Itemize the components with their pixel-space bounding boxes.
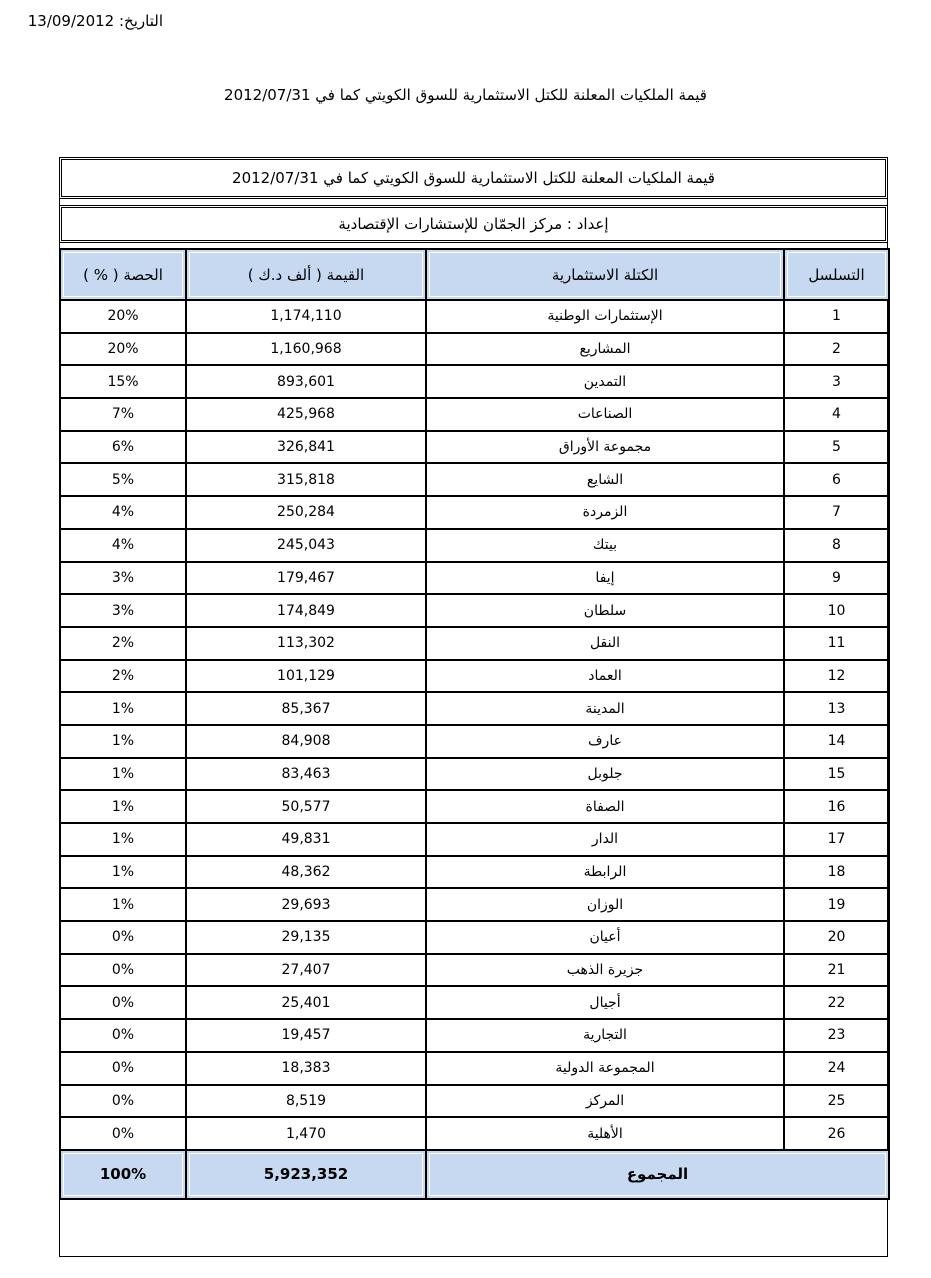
cell-bloc	[426, 823, 784, 856]
cell-serial	[784, 1117, 889, 1150]
cell-share	[60, 823, 186, 856]
table-row	[60, 725, 889, 758]
cell-value	[186, 431, 426, 464]
cell-serial	[784, 790, 889, 823]
cell-value	[186, 333, 426, 366]
cell-value-text: 315,818	[277, 471, 335, 488]
cell-value-text: 25,401	[281, 994, 331, 1011]
report-date	[28, 12, 163, 30]
table-row	[60, 921, 889, 954]
cell-value	[186, 365, 426, 398]
cell-share	[60, 1117, 186, 1150]
cell-value-text: 250,284	[277, 504, 335, 521]
total-share-text: 100%	[99, 1165, 147, 1184]
cell-value-text: 29,693	[281, 896, 331, 913]
cell-bloc	[426, 954, 784, 987]
cell-value-text: 18,383	[281, 1060, 331, 1077]
cell-bloc	[426, 986, 784, 1019]
cell-serial-text: 18	[827, 864, 846, 881]
cell-bloc	[426, 529, 784, 562]
cell-share	[60, 790, 186, 823]
cell-value	[186, 921, 426, 954]
cell-share-text: 0%	[111, 962, 135, 979]
cell-share	[60, 463, 186, 496]
cell-bloc	[426, 1052, 784, 1085]
cell-value-text: 48,362	[281, 864, 331, 881]
cell-value-text: 326,841	[277, 439, 335, 456]
table-banner-title: قيمة الملكيات المعلنة للكتل الاستثمارية للسوق الكويتي كما في 2012/07/31	[59, 157, 888, 199]
cell-serial-text: 9	[832, 569, 841, 586]
cell-bloc	[426, 888, 784, 921]
cell-value	[186, 888, 426, 921]
cell-share-text: 0%	[111, 929, 135, 946]
cell-share-text: 20%	[107, 308, 139, 325]
cell-value-text: 1,174,110	[270, 308, 342, 325]
cell-value-text: 8,519	[285, 1092, 327, 1109]
cell-share	[60, 692, 186, 725]
cell-serial-text: 17	[827, 831, 846, 848]
cell-share	[60, 1019, 186, 1052]
cell-value	[186, 300, 426, 333]
cell-value	[186, 856, 426, 889]
cell-bloc	[426, 398, 784, 431]
table-row	[60, 562, 889, 595]
table-row	[60, 986, 889, 1019]
table-row	[60, 954, 889, 987]
cell-value-text: 174,849	[277, 602, 335, 619]
cell-bloc-text: عارف	[588, 733, 622, 750]
cell-bloc	[426, 627, 784, 660]
cell-value	[186, 463, 426, 496]
cell-value	[186, 758, 426, 791]
cell-bloc-text: التمدين	[583, 373, 627, 390]
cell-share	[60, 758, 186, 791]
cell-serial-text: 25	[827, 1092, 846, 1109]
cell-bloc	[426, 725, 784, 758]
cell-serial-text: 3	[832, 373, 841, 390]
cell-share-text: 20%	[107, 341, 139, 358]
cell-serial	[784, 398, 889, 431]
cell-share	[60, 1085, 186, 1118]
cell-bloc	[426, 758, 784, 791]
cell-value	[186, 692, 426, 725]
cell-serial	[784, 300, 889, 333]
cell-share-text: 0%	[111, 1060, 135, 1077]
cell-bloc	[426, 856, 784, 889]
cell-value	[186, 496, 426, 529]
cell-serial	[784, 627, 889, 660]
table-row	[60, 1085, 889, 1118]
table-row	[60, 1052, 889, 1085]
cell-share-text: 2%	[111, 635, 135, 652]
cell-value-text: 245,043	[277, 537, 335, 554]
cell-share	[60, 888, 186, 921]
cell-share-text: 0%	[111, 1027, 135, 1044]
column-header-serial: التسلسل	[784, 249, 889, 300]
total-value-text: 5,923,352	[263, 1165, 349, 1184]
cell-share	[60, 856, 186, 889]
cell-bloc-text: جزيرة الذهب	[566, 962, 644, 979]
cell-value	[186, 823, 426, 856]
cell-value	[186, 1052, 426, 1085]
cell-serial-text: 15	[827, 765, 846, 782]
table-row	[60, 1117, 889, 1150]
cell-serial-text: 10	[827, 602, 846, 619]
cell-value-text: 179,467	[277, 569, 335, 586]
cell-share	[60, 921, 186, 954]
cell-share-text: 4%	[111, 537, 135, 554]
cell-bloc-text: النقل	[589, 635, 621, 652]
table-row	[60, 627, 889, 660]
cell-bloc-text: مجموعة الأوراق	[558, 439, 652, 456]
cell-serial-text: 6	[832, 471, 841, 488]
column-header-bloc: الكتلة الاستثمارية	[426, 249, 784, 300]
cell-value-text: 27,407	[281, 962, 331, 979]
cell-serial-text: 1	[832, 308, 841, 325]
cell-bloc	[426, 660, 784, 693]
table-row	[60, 1019, 889, 1052]
cell-bloc-text: التجارية	[583, 1027, 627, 1044]
table-row	[60, 823, 889, 856]
cell-serial	[784, 1019, 889, 1052]
cell-serial	[784, 692, 889, 725]
cell-bloc-text: الدار	[591, 831, 619, 848]
cell-value	[186, 627, 426, 660]
cell-share	[60, 333, 186, 366]
cell-bloc-text: سلطان	[583, 602, 627, 619]
table-row	[60, 431, 889, 464]
cell-share-text: 0%	[111, 1125, 135, 1142]
cell-value	[186, 986, 426, 1019]
cell-bloc	[426, 463, 784, 496]
cell-value-text: 84,908	[281, 733, 331, 750]
cell-value	[186, 660, 426, 693]
table-row	[60, 398, 889, 431]
cell-share-text: 0%	[111, 1092, 135, 1109]
cell-value-text: 1,160,968	[270, 341, 342, 358]
cell-value	[186, 529, 426, 562]
cell-bloc	[426, 692, 784, 725]
cell-bloc	[426, 562, 784, 595]
cell-serial-text: 2	[832, 341, 841, 358]
cell-bloc	[426, 921, 784, 954]
cell-bloc	[426, 365, 784, 398]
cell-share-text: 4%	[111, 504, 135, 521]
cell-serial	[784, 758, 889, 791]
cell-bloc-text: الشايع	[586, 471, 624, 488]
cell-bloc-text: الزمردة	[582, 504, 628, 521]
table-row	[60, 758, 889, 791]
cell-bloc	[426, 1117, 784, 1150]
cell-share-text: 1%	[111, 700, 135, 717]
cell-value-text: 29,135	[281, 929, 331, 946]
cell-share	[60, 365, 186, 398]
cell-share	[60, 431, 186, 464]
cell-bloc-text: الإستثمارات الوطنية	[547, 308, 663, 325]
cell-serial-text: 12	[827, 667, 846, 684]
ownership-table	[59, 248, 890, 1200]
cell-serial	[784, 529, 889, 562]
cell-bloc	[426, 496, 784, 529]
cell-serial	[784, 888, 889, 921]
table-row	[60, 856, 889, 889]
table-banner-source: إعداد : مركز الجمّان للإستشارات الإقتصادية	[59, 205, 888, 243]
cell-value-text: 1,470	[285, 1125, 327, 1142]
cell-bloc-text: الأهلية	[587, 1125, 623, 1142]
cell-value-text: 113,302	[277, 635, 335, 652]
cell-serial-text: 22	[827, 994, 846, 1011]
cell-share-text: 0%	[111, 994, 135, 1011]
column-header-value: القيمة ( ألف د.ك )	[186, 249, 426, 300]
cell-value	[186, 954, 426, 987]
table-body	[60, 300, 889, 1150]
cell-serial	[784, 562, 889, 595]
cell-value-text: 49,831	[281, 831, 331, 848]
cell-serial-text: 24	[827, 1060, 846, 1077]
cell-serial-text: 16	[827, 798, 846, 815]
cell-share	[60, 627, 186, 660]
cell-serial	[784, 954, 889, 987]
table-row	[60, 529, 889, 562]
cell-serial	[784, 463, 889, 496]
cell-share	[60, 954, 186, 987]
cell-serial-text: 7	[832, 504, 841, 521]
cell-bloc	[426, 300, 784, 333]
cell-share	[60, 594, 186, 627]
cell-bloc	[426, 1085, 784, 1118]
cell-bloc	[426, 790, 784, 823]
cell-value	[186, 1085, 426, 1118]
cell-value	[186, 1019, 426, 1052]
cell-serial	[784, 1052, 889, 1085]
cell-share-text: 1%	[111, 831, 135, 848]
cell-value-text: 101,129	[277, 667, 335, 684]
table-row	[60, 496, 889, 529]
cell-share-text: 6%	[111, 439, 135, 456]
cell-value	[186, 725, 426, 758]
cell-share	[60, 725, 186, 758]
cell-bloc-text: المجموعة الدولية	[555, 1060, 655, 1077]
cell-share	[60, 398, 186, 431]
cell-serial-text: 19	[827, 896, 846, 913]
cell-share-text: 15%	[107, 373, 139, 390]
table-header-row	[60, 249, 889, 300]
cell-value-text: 85,367	[281, 700, 331, 717]
cell-bloc-text: المشاريع	[579, 341, 631, 358]
cell-share	[60, 496, 186, 529]
cell-share-text: 7%	[111, 406, 135, 423]
cell-serial	[784, 594, 889, 627]
table-row	[60, 888, 889, 921]
cell-value	[186, 398, 426, 431]
cell-bloc	[426, 431, 784, 464]
cell-serial-text: 26	[827, 1125, 846, 1142]
table-row	[60, 300, 889, 333]
table-row	[60, 333, 889, 366]
cell-share	[60, 1052, 186, 1085]
cell-share-text: 2%	[111, 667, 135, 684]
cell-serial	[784, 823, 889, 856]
cell-serial	[784, 725, 889, 758]
cell-value-text: 425,968	[277, 406, 335, 423]
cell-serial-text: 21	[827, 962, 846, 979]
table-row	[60, 660, 889, 693]
report-date-label: التاريخ:	[119, 12, 163, 30]
cell-serial	[784, 365, 889, 398]
cell-bloc	[426, 333, 784, 366]
cell-share-text: 1%	[111, 896, 135, 913]
cell-bloc-text: بيتك	[592, 537, 618, 554]
cell-serial-text: 14	[827, 733, 846, 750]
cell-bloc-text: جلوبل	[587, 765, 623, 782]
cell-value	[186, 594, 426, 627]
cell-value-text: 19,457	[281, 1027, 331, 1044]
cell-bloc-text: الصناعات	[577, 406, 633, 423]
cell-value-text: 50,577	[281, 798, 331, 815]
table-row	[60, 594, 889, 627]
cell-serial	[784, 496, 889, 529]
cell-bloc-text: العماد	[588, 667, 622, 684]
cell-share	[60, 300, 186, 333]
cell-share	[60, 986, 186, 1019]
cell-serial-text: 4	[832, 406, 841, 423]
table-row	[60, 692, 889, 725]
cell-serial-text: 23	[827, 1027, 846, 1044]
cell-bloc-text: أعيان	[589, 929, 621, 946]
cell-share-text: 1%	[111, 733, 135, 750]
cell-serial-text: 20	[827, 929, 846, 946]
table-row	[60, 365, 889, 398]
cell-serial	[784, 986, 889, 1019]
cell-value	[186, 790, 426, 823]
total-label: المجموع	[426, 1150, 889, 1199]
cell-bloc	[426, 594, 784, 627]
cell-serial-text: 8	[832, 537, 841, 554]
cell-value-text: 893,601	[277, 373, 335, 390]
page-title: قيمة الملكيات المعلنة للكتل الاستثمارية للسوق الكويتي كما في 2012/07/31	[224, 86, 707, 104]
cell-share-text: 3%	[111, 602, 135, 619]
cell-share	[60, 562, 186, 595]
cell-serial	[784, 660, 889, 693]
cell-bloc-text: أجيال	[589, 994, 621, 1011]
cell-share-text: 1%	[111, 864, 135, 881]
cell-bloc-text: المدينة	[585, 700, 625, 717]
cell-serial	[784, 856, 889, 889]
cell-value	[186, 1117, 426, 1150]
cell-bloc	[426, 1019, 784, 1052]
cell-serial	[784, 333, 889, 366]
table-row	[60, 463, 889, 496]
cell-serial	[784, 921, 889, 954]
cell-value	[186, 562, 426, 595]
total-row	[60, 1150, 889, 1199]
cell-share-text: 3%	[111, 569, 135, 586]
cell-value-text: 83,463	[281, 765, 331, 782]
cell-bloc-text: الصفاة	[585, 798, 625, 815]
cell-share-text: 5%	[111, 471, 135, 488]
cell-bloc-text: المركز	[585, 1092, 625, 1109]
cell-serial-text: 5	[832, 439, 841, 456]
cell-bloc-text: الرابطة	[583, 864, 627, 881]
cell-serial	[784, 431, 889, 464]
cell-share-text: 1%	[111, 798, 135, 815]
cell-serial	[784, 1085, 889, 1118]
cell-serial-text: 13	[827, 700, 846, 717]
table-row	[60, 790, 889, 823]
total-value	[186, 1150, 426, 1199]
total-share	[60, 1150, 186, 1199]
cell-bloc-text: الوزان	[586, 896, 624, 913]
cell-share-text: 1%	[111, 765, 135, 782]
column-header-share: الحصة ( % )	[60, 249, 186, 300]
cell-share	[60, 529, 186, 562]
cell-share	[60, 660, 186, 693]
report-date-value: 13/09/2012	[27, 12, 115, 30]
cell-serial-text: 11	[827, 635, 846, 652]
cell-bloc-text: إيفا	[595, 569, 615, 586]
